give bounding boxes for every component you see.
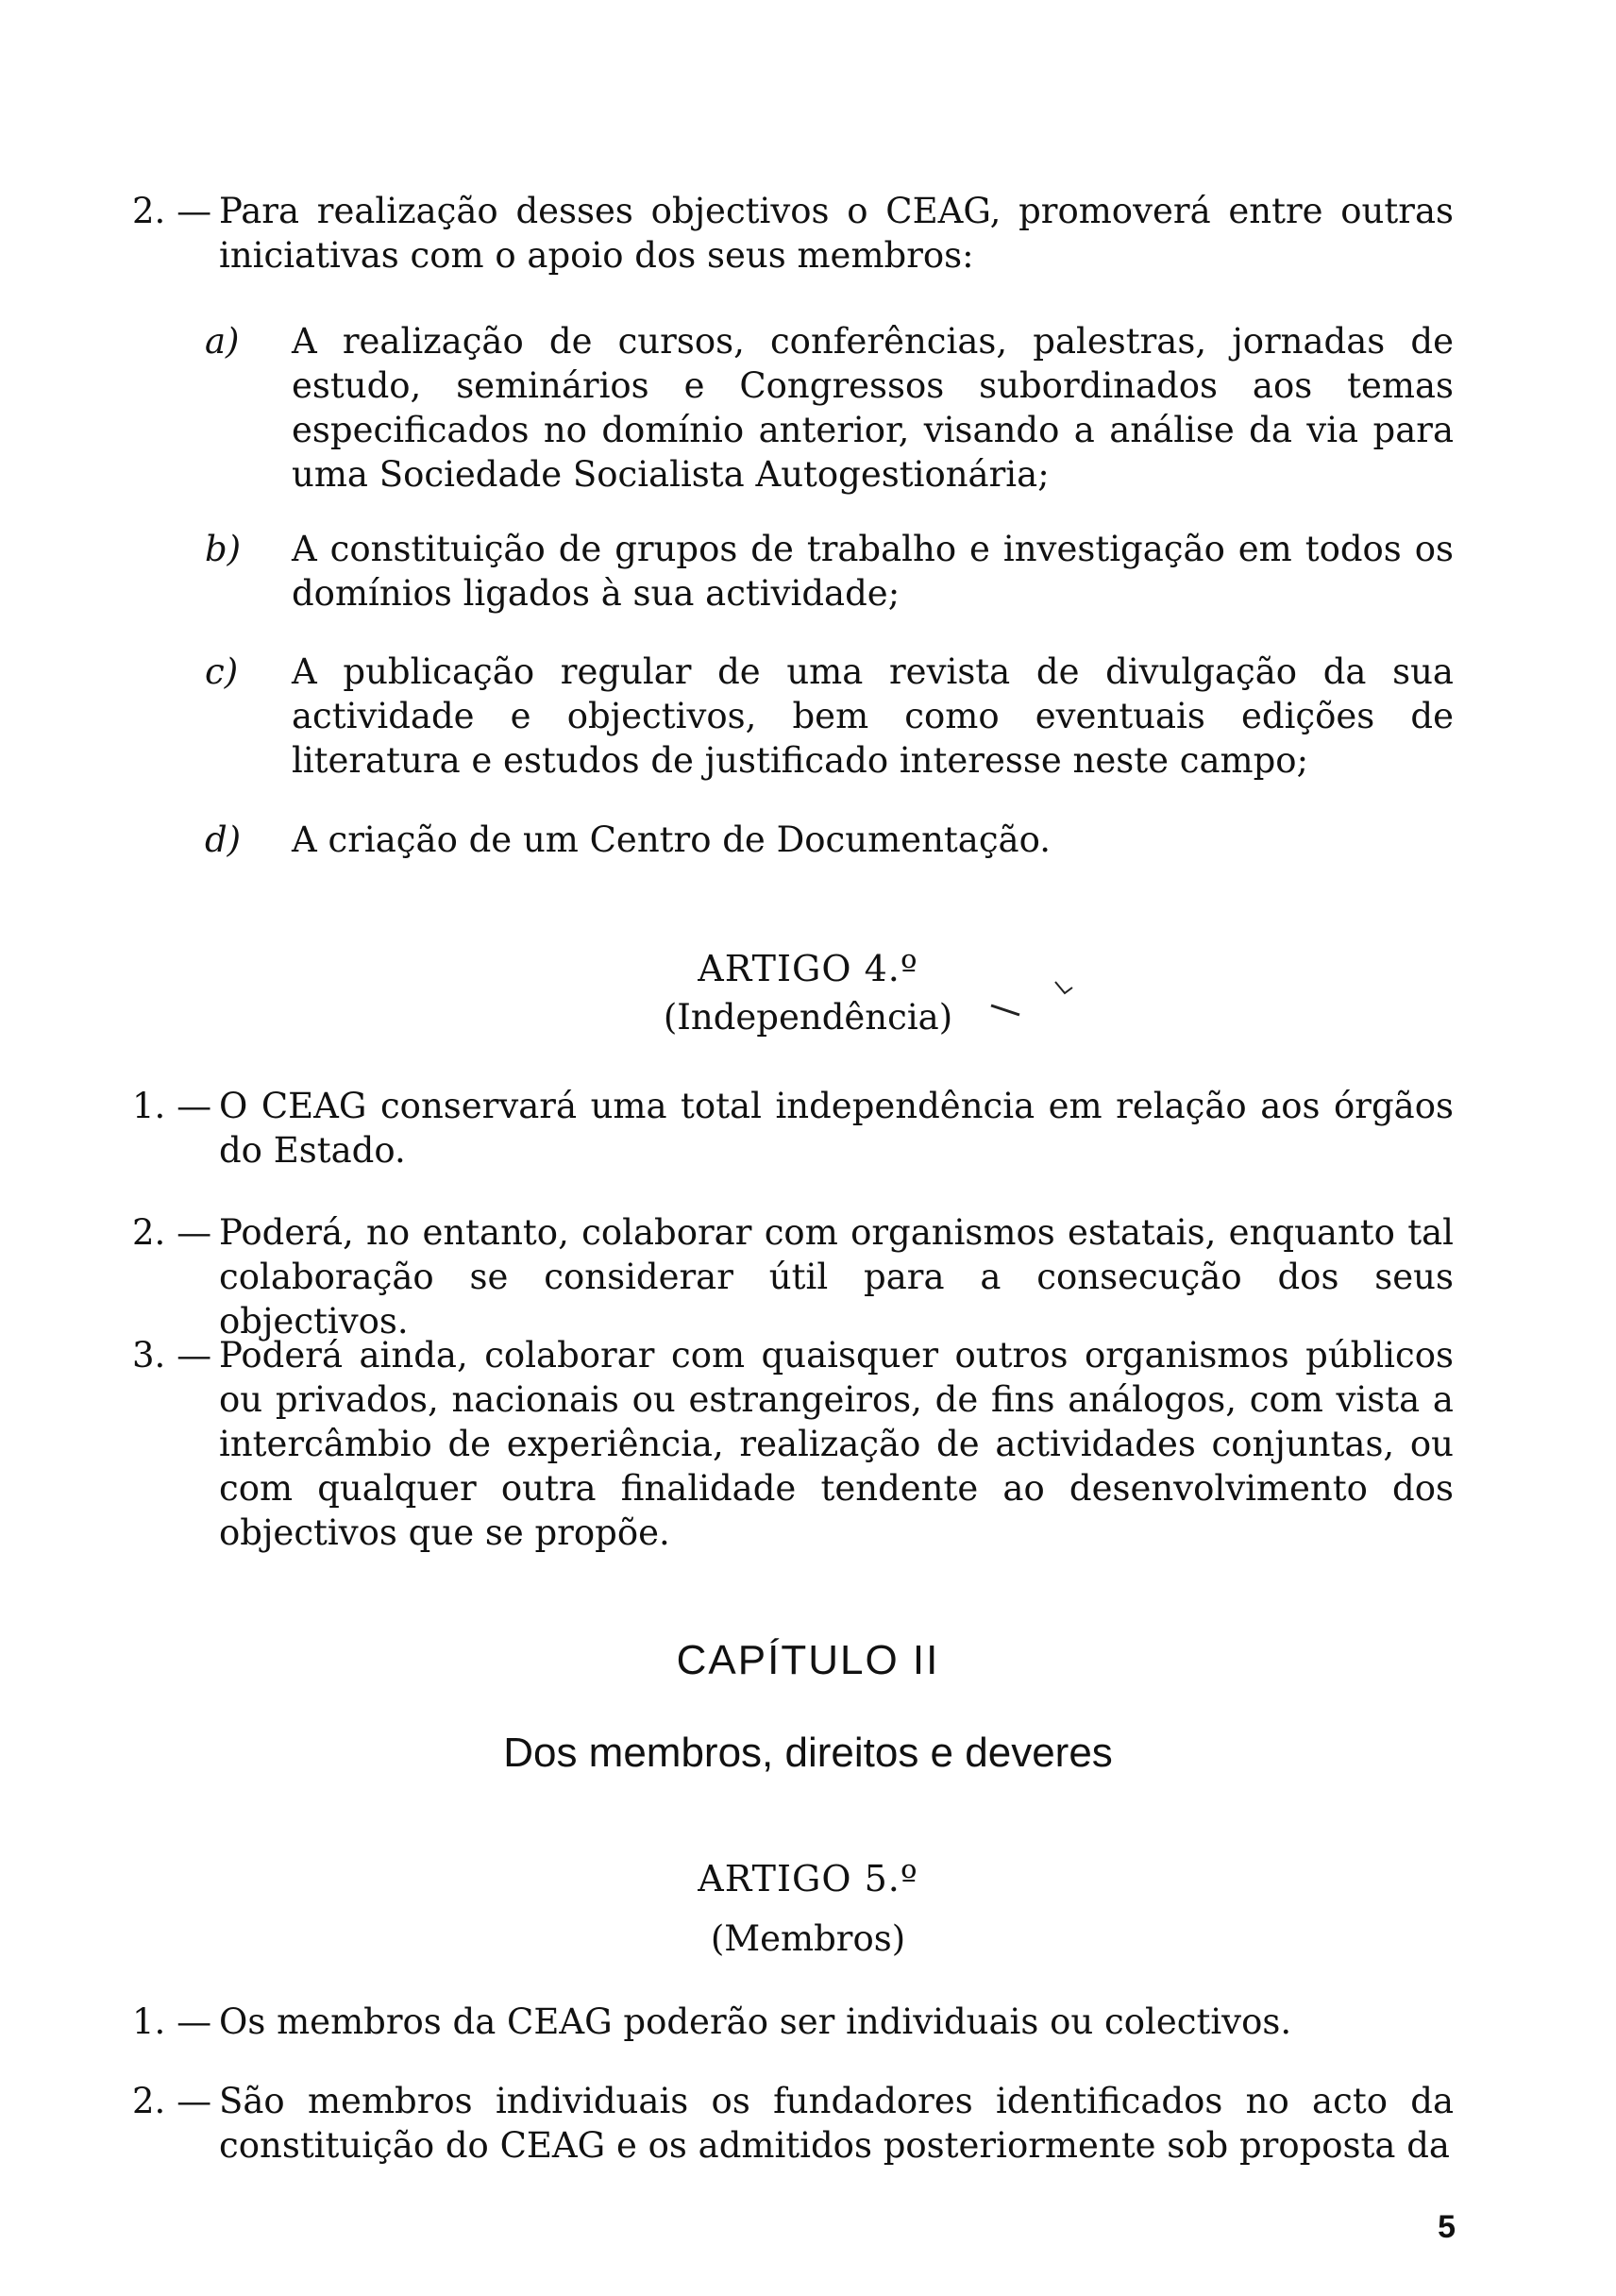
item-number: 1. — <box>132 1086 212 1126</box>
chapter-heading: CAPÍTULO II <box>676 1637 940 1683</box>
subitem-text: A criação de um Centro de Documentação. <box>292 819 1051 860</box>
article5-heading: ARTIGO 5.º <box>698 1858 918 1899</box>
item-number: 2. — <box>132 1212 212 1253</box>
article4-subtitle: (Independência) <box>663 997 953 1038</box>
article4-item-3 <box>132 1333 1454 1555</box>
subitem-label: d) <box>205 819 242 860</box>
subitem-text: A realização de cursos, conferências, palestras, jornadas de estudo, seminários e Congressos subordinados aos temas especificados no domínio anterior, visando a análise da via para uma Sociedade Socialista Autogestionária; <box>292 321 1454 495</box>
item-number: 3. — <box>132 1335 212 1376</box>
subitem-text: A publicação regular de uma revista de divulgação da sua actividade e objectivos, bem como eventuais edições de literatura e estudos de justificado interesse neste campo; <box>292 651 1454 781</box>
article5-item-2 <box>132 2079 1454 2168</box>
page-number: 5 <box>1438 2209 1456 2245</box>
subitem-a <box>205 319 1454 497</box>
item-text: Para realização desses objectivos o CEAG, promoverá entre outras iniciativas com o apoio dos seus membros: <box>219 191 1454 276</box>
subitem-d <box>205 818 1454 862</box>
item-text: Poderá, no entanto, colaborar com organismos estatais, enquanto tal colaboração se considerar útil para a consecução dos seus objectivos. <box>219 1212 1454 1342</box>
subitem-label: a) <box>205 321 240 362</box>
article4-heading: ARTIGO 4.º <box>698 948 918 989</box>
subitem-b <box>205 527 1454 616</box>
item-number: 1. — <box>132 2001 212 2042</box>
subitem-c <box>205 650 1454 783</box>
item-text: O CEAG conservará uma total independência em relação aos órgãos do Estado. <box>219 1086 1454 1171</box>
subitem-text: A constituição de grupos de trabalho e investigação em todos os domínios ligados à sua actividade; <box>292 529 1454 614</box>
article4-item-2 <box>132 1210 1454 1343</box>
article4-item-1 <box>132 1084 1454 1173</box>
subitem-label: b) <box>205 529 242 569</box>
item-text: Os membros da CEAG poderão ser individuais ou colectivos. <box>219 2001 1292 2042</box>
article5-item-1 <box>132 2000 1454 2044</box>
item-text: São membros individuais os fundadores identificados no acto da constituição do CEAG e os admitidos posteriormente sob proposta da <box>219 2081 1454 2166</box>
chapter-title: Dos membros, direitos e deveres <box>503 1730 1113 1776</box>
subitem-label: c) <box>205 651 239 692</box>
pen-marks <box>982 963 1095 1038</box>
item-number: 2. — <box>132 2081 212 2121</box>
item-number: 2. — <box>132 191 212 231</box>
article3-item-2 <box>132 189 1454 278</box>
item-text: Poderá ainda, colaborar com quaisquer outros organismos públicos ou privados, nacionais ou estrangeiros, de fins análogos, com vista a intercâmbio de experiência, realização de actividades conjuntas, ou com qualquer outra finalidade tendente ao desenvolvimento dos objectivos que se propõe. <box>219 1335 1454 1553</box>
article5-subtitle: (Membros) <box>710 1918 906 1959</box>
